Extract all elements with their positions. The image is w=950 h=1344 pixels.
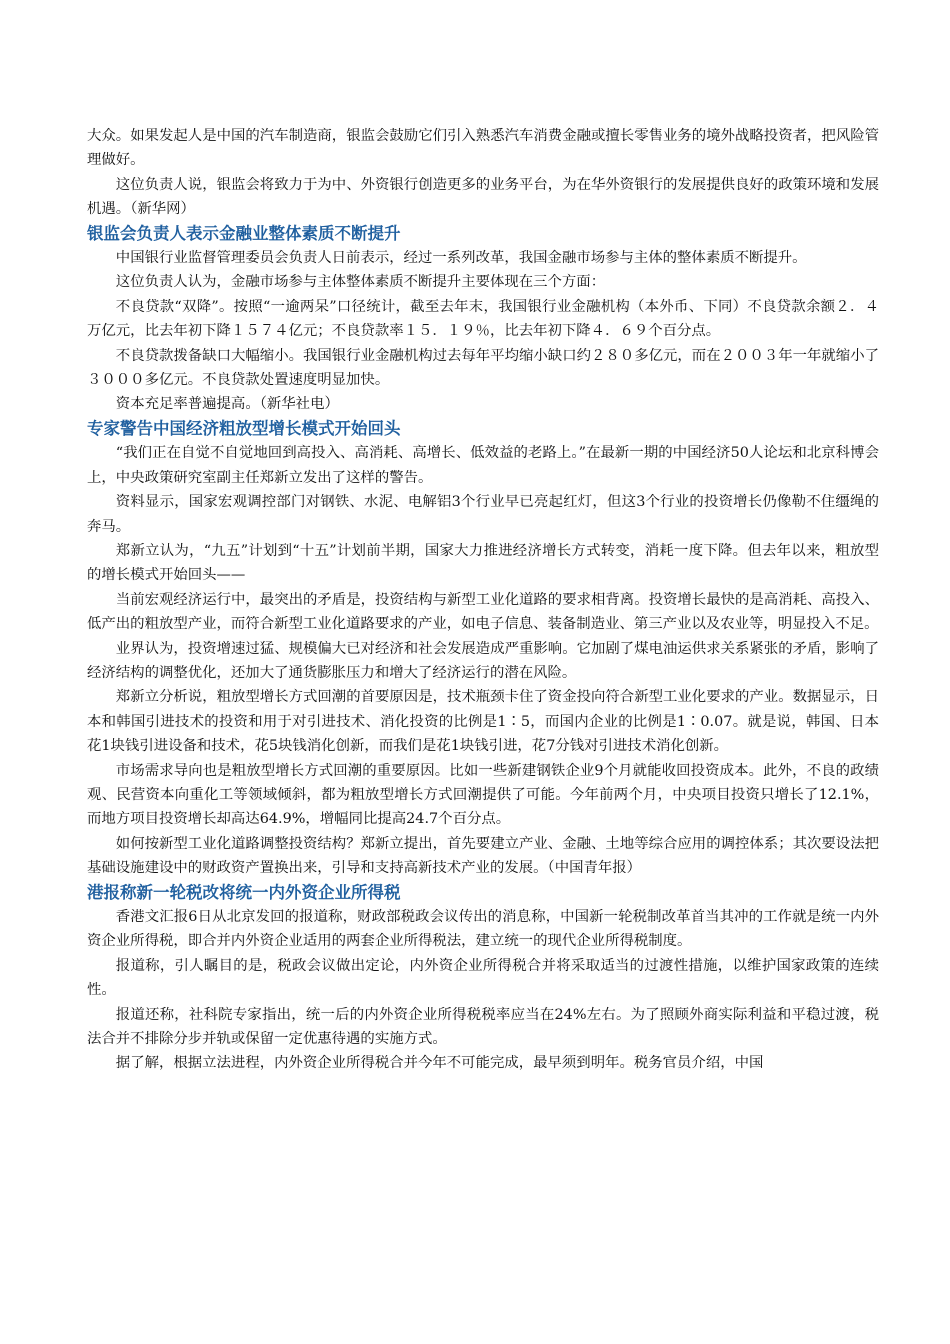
paragraph: 这位负责人说，银监会将致力于为中、外资银行创造更多的业务平台，为在华外资银行的发展提供良好的政策环境和发展机遇。（新华网）: [87, 176, 879, 218]
paragraph: 市场需求导向也是粗放型增长方式回潮的重要原因。比如一些新建钢铁企业9个月就能收回投资成本。此外，不良的政绩观、民营资本向重化工等领域倾斜，都为粗放型增长方式回潮提供了可能。今年前两个月，中央项目投资只增长了12.1%，而地方项目投资增长却高达64.9%，增幅同比提高24.7个百分点。: [87, 762, 879, 828]
paragraph: 资料显示，国家宏观调控部门对钢铁、水泥、电解铝3个行业早已亮起红灯，但这3个行业的投资增长仍像勒不住缰绳的奔马。: [87, 494, 879, 535]
paragraph: 报道还称，社科院专家指出，统一后的内外资企业所得税税率应当在24%左右。为了照顾外商实际利益和平稳过渡，税法合并不排除分步并轨或保留一定优惠待遇的实施方式。: [87, 1006, 879, 1048]
paragraph: 郑新立认为，“九五”计划到“十五”计划前半期，国家大力推进经济增长方式转变，消耗一度下降。但去年以来，粗放型的增长模式开始回头——: [87, 542, 879, 584]
paragraph: 不良贷款拨备缺口大幅缩小。我国银行业金融机构过去每年平均缩小缺口约２８０多亿元，而在２００３年一年就缩小了３０００多亿元。不良贷款处置速度明显加快。: [87, 347, 879, 389]
paragraph: 当前宏观经济运行中，最突出的矛盾是，投资结构与新型工业化道路的要求相背离。投资增长最快的是高消耗、高投入、低产出的粗放型产业，而符合新型工业化道路要求的产业，如电子信息、装备制造业、第三产业以及农业等，明显投入不足。: [87, 591, 879, 633]
paragraph: 报道称，引人瞩目的是，税政会议做出定论，内外资企业所得税合并将采取适当的过渡性措施，以维护国家政策的连续性。: [87, 957, 879, 999]
paragraph: 业界认为，投资增速过猛、规模偏大已对经济和社会发展造成严重影响。它加剧了煤电油运供求关系紧张的矛盾，影响了经济结构的调整优化，还加大了通货膨胀压力和增大了经济运行的潜在风险。: [87, 640, 879, 681]
paragraph: 中国银行业监督管理委员会负责人日前表示，经过一系列改革，我国金融市场参与主体的整体素质不断提升。: [115, 250, 807, 267]
paragraph: 这位负责人认为，金融市场参与主体整体素质不断提升主要体现在三个方面：: [115, 274, 606, 291]
paragraph: “我们正在自觉不自觉地回到高投入、高消耗、高增长、低效益的老路上。”在最新一期的中国经济50人论坛和北京科博会上，中央政策研究室副主任郑新立发出了这样的警告。: [87, 445, 879, 486]
article-heading: 专家警告中国经济粗放型增长模式开始回头: [87, 418, 401, 438]
document-body: [87, 124, 879, 1076]
paragraph: 大众。如果发起人是中国的汽车制造商，银监会鼓励它们引入熟悉汽车消费金融或擅长零售业务的境外战略投资者，把风险管理做好。: [87, 128, 879, 169]
paragraph: 郑新立分析说，粗放型增长方式回潮的首要原因是，技术瓶颈卡住了资金投向符合新型工业化要求的产业。数据显示，日本和韩国引进技术的投资和用于对引进技术、消化投资的比例是1∶5，而国内企业的比例是1∶0.07。就是说，韩国、日本花1块钱引进设备和技术，花5块钱消化创新，而我们是花1块钱引进，花7分钱对引进技术消化创新。: [87, 689, 879, 755]
article-heading: 银监会负责人表示金融业整体素质不断提升: [87, 223, 401, 243]
paragraph: 如何按新型工业化道路调整投资结构？郑新立提出，首先要建立产业、金融、土地等综合应用的调控体系；其次要设法把基础设施建设中的财政资产置换出来，引导和支持高新技术产业的发展。（中国青年报）: [87, 835, 879, 877]
paragraph: 资本充足率普遍提高。（新华社电）: [115, 396, 339, 413]
paragraph: 香港文汇报6日从北京发回的报道称，财政部税政会议传出的消息称，中国新一轮税制改革首当其冲的工作就是统一内外资企业所得税，即合并内外资企业适用的两套企业所得税法，建立统一的现代企业所得税制度。: [87, 909, 879, 950]
article-heading: 港报称新一轮税改将统一内外资企业所得税: [87, 882, 401, 902]
paragraph: 据了解，根据立法进程，内外资企业所得税合并今年不可能完成，最早须到明年。税务官员介绍，中国: [115, 1055, 764, 1072]
paragraph: 不良贷款“双降”。按照“一逾两呆”口径统计，截至去年末，我国银行业金融机构（本外币、下同）不良贷款余额２．４万亿元，比去年初下降１５７４亿元；不良贷款率１５．１９％，比去年初下降４．６９个百分点。: [87, 298, 879, 340]
